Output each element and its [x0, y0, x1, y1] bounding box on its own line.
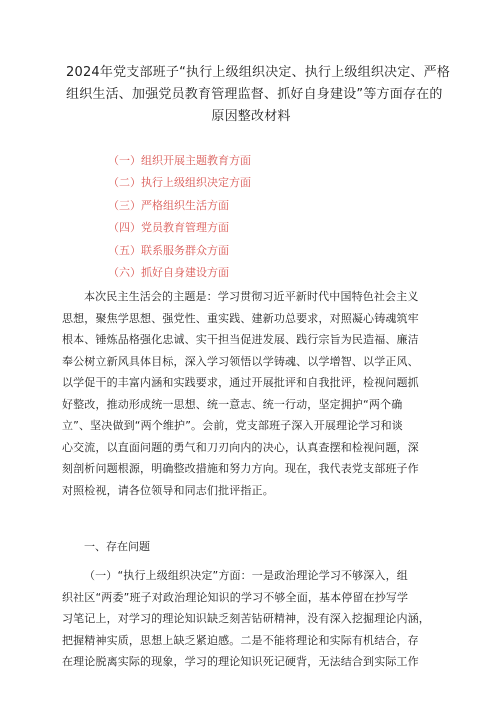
- paragraph-line: 立”、坚决做到“两个维护”。会前，党支部班子深入开展理论学习和谈: [62, 419, 403, 432]
- title-line: 原因整改材料: [211, 109, 291, 124]
- intro-paragraph: [62, 286, 440, 501]
- toc-item[interactable]: （二）执行上级组织决定方面: [108, 176, 251, 190]
- section-heading: 一、存在问题: [84, 540, 150, 553]
- document-title: [66, 62, 451, 128]
- title-line: 组织生活、加强党员教育管理监督、抓好自身建设”等方面存在的: [66, 87, 443, 102]
- title-line: 2024年党支部班子“执行上级组织决定、执行上级组织决定、严格: [66, 65, 451, 80]
- toc-item[interactable]: （一）组织开展主题教育方面: [108, 154, 251, 167]
- toc-item[interactable]: （六）抓好自身建设方面: [108, 266, 229, 280]
- paragraph-line: 本次民主生活会的主题是：学习贯彻习近平新时代中国特色社会主义: [84, 290, 419, 303]
- paragraph-line: 把握精神实质，思想上缺乏紧迫感。二是不能将理论和实际有机结合，存: [62, 633, 419, 647]
- toc-item[interactable]: （五）联系服务群众方面: [108, 243, 229, 257]
- paragraph-line: 在理论脱离实际的现象，学习的理论知识死记硬背，无法结合到实际工作: [62, 655, 419, 668]
- paragraph-line: 对照检视，请各位领导和同志们批评指正。: [62, 483, 274, 497]
- paragraph-line: 思想，聚焦学思想、强党性、重实践、建新功总要求，对照凝心铸魂筑牢: [62, 311, 419, 325]
- paragraph-line: 刻剖析问题根源，明确整改措施和努力方向。现在，我代表党支部班子作: [62, 462, 419, 475]
- paragraph-line: （一）“执行上级组织决定”方面：一是政治理论学习不够深入，组: [84, 569, 408, 582]
- paragraph-line: 织社区“两委”班子对政治理论知识的学习不够全面，基本停留在抄写学: [62, 590, 409, 604]
- paragraph-line: 好整改，推动形成统一思想、统一意志、统一行动，坚定拥护“两个确: [62, 397, 403, 411]
- paragraph-line: 习笔记上，对学习的理论知识缺乏刻苦钻研精神，没有深入挖掘理论内涵，: [62, 612, 430, 625]
- paragraph-line: 以学促干的丰富内涵和实践要求，通过开展批评和自我批评，检视问题抓: [62, 376, 419, 389]
- toc-item[interactable]: （三）严格组织生活方面: [108, 198, 229, 212]
- paragraph-line: 奉公树立新风具体目标，深入学习领悟以学铸魂、以学增智、以学正风、: [62, 354, 419, 368]
- paragraph-line: 心交流，以直面问题的勇气和刀刃向内的决心，认真查摆和检视问题，深: [62, 440, 419, 454]
- toc-item[interactable]: （四）党员教育管理方面: [108, 221, 229, 235]
- issue-paragraph: [62, 565, 440, 673]
- paragraph-line: 根本、锤炼品格强化忠诚、实干担当促进发展、践行宗旨为民造福、廉洁: [62, 333, 419, 346]
- table-of-contents: [108, 150, 251, 284]
